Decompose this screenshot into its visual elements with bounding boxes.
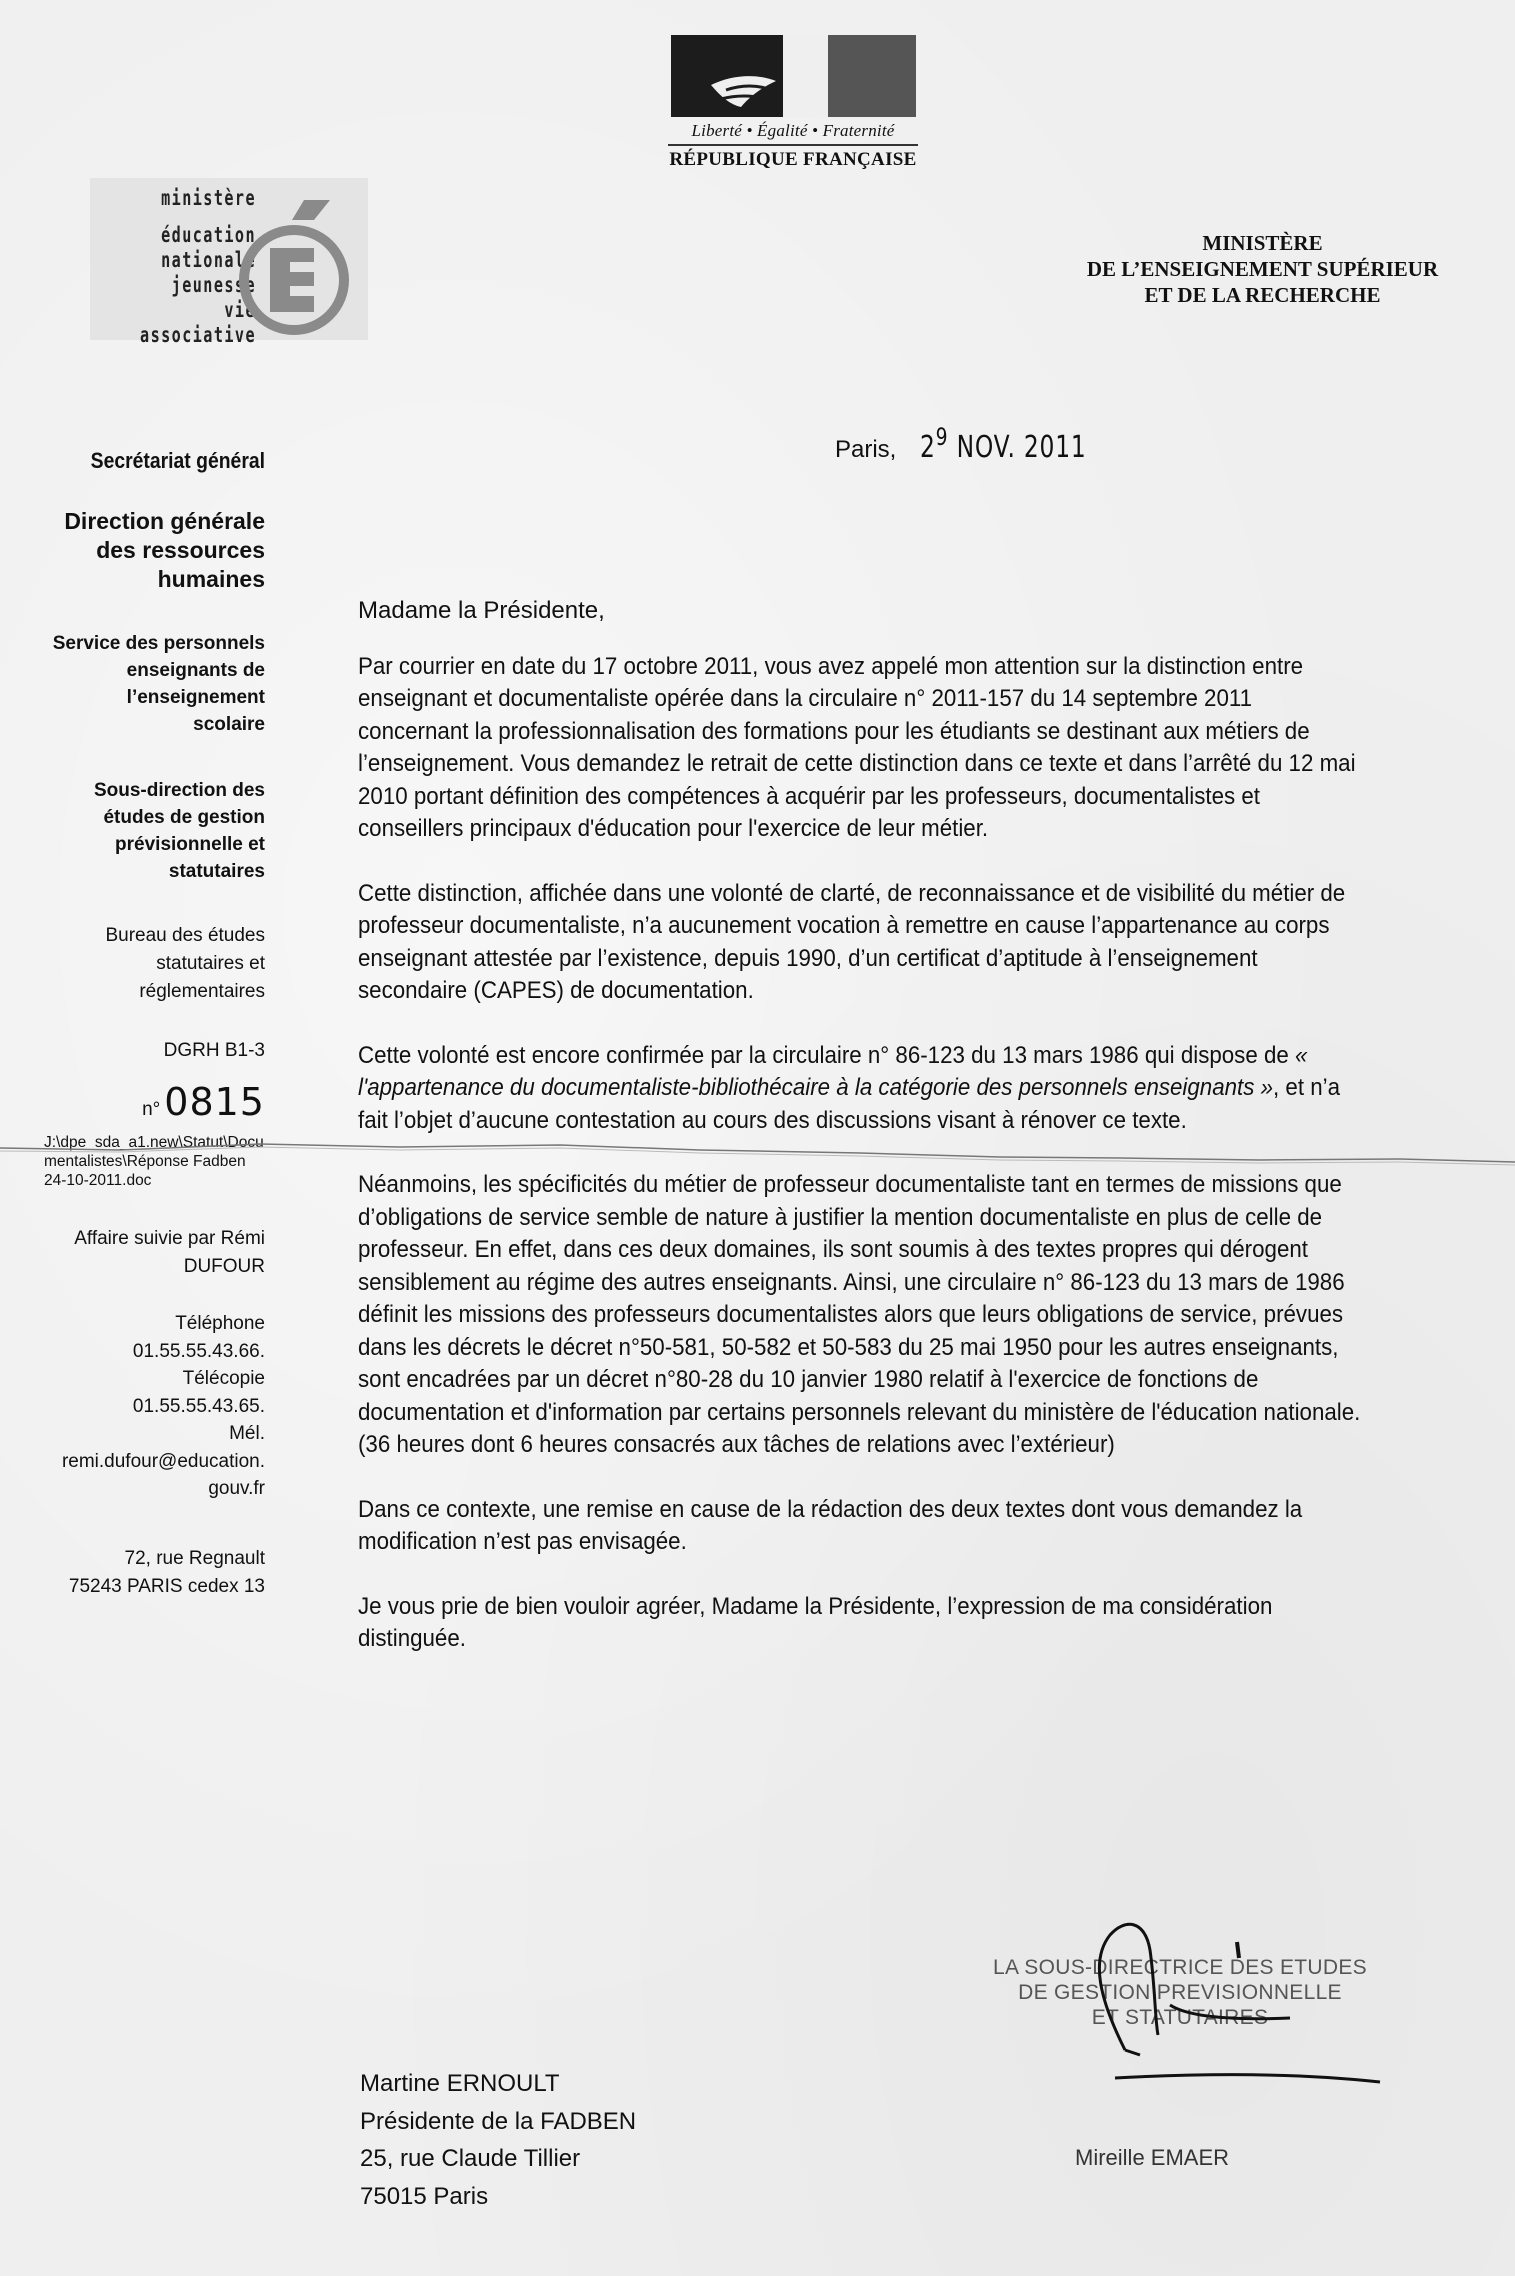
recipient-line: 75015 Paris (360, 2182, 489, 2210)
recipient-address (360, 2065, 636, 2215)
ministry-name (1040, 230, 1485, 308)
sidebar-bureau (20, 922, 265, 1006)
sidebar-line: humaines (157, 566, 265, 592)
republic-motto: Liberté • Égalité • Fraternité (668, 121, 918, 146)
file-path-line: 24-10-2011.doc (44, 1172, 152, 1189)
handwritten-signature-icon (1040, 1900, 1420, 2100)
sidebar-line: statutaires et (156, 953, 265, 974)
education-nationale-e-logo-icon (234, 200, 352, 335)
email-address: gouv.fr (208, 1478, 265, 1499)
sidebar-line: Sous-direction des (93, 780, 265, 801)
recipient-line: 25, rue Claude Tillier (360, 2145, 581, 2172)
sidebar-line: Direction générale (64, 508, 265, 534)
sidebar-service (20, 630, 265, 738)
fax-label: Télécopie (182, 1368, 265, 1389)
men-logo-line: ministère (161, 186, 256, 210)
men-logo-line: vie associative (140, 298, 256, 347)
sidebar-line: des ressources (96, 537, 265, 563)
ministry-line: MINISTÈRE (1202, 231, 1323, 255)
email-address: remi.dufour@education. (61, 1450, 265, 1472)
sidebar-line: études de gestion (103, 807, 265, 828)
sidebar-secretariat: Secrétariat général (90, 448, 265, 473)
republique-francaise-header (668, 35, 918, 171)
quotation: « l'appartenance du documentaliste-bibliothécaire à la catégorie des personnels enseignants » (358, 1041, 1308, 1101)
paragraph: Néanmoins, les spécificités du métier de professeur documentaliste tant en termes de missions que d’obligations de service semble de nature à justifier la mention documentaliste en plus de celle de professeur. En effet, dans ces deux domaines, ils sont soumis à des textes propres qui dérogent sensiblement au régime des autres enseignants. Ainsi, une circulaire n° 86-123 du 13 mars de 1986 définit les missions des professeurs documentalistes alors que leurs obligations de service, prévues dans les décrets le décret n°50-581, 50-582 et 50-583 du 25 mai 1950 pour les autres enseignants, sont encadrées par un décret n°80-28 du 10 janvier 1980 relatif à l'exercice de fonctions de documentation et d'information par certains personnels relevant du ministère de l'éducation nationale. (36 heures dont 6 heures consacrés aux tâches de relations avec l’extérieur) (358, 1171, 1361, 1458)
address-line: 72, rue Regnault (124, 1548, 265, 1569)
paragraph: Je vous prie de bien vouloir agréer, Madame la Présidente, l’expression de ma considération distinguée. (358, 1592, 1273, 1652)
fax-number: 01.55.55.43.65. (132, 1395, 265, 1417)
sidebar-line: Bureau des études (105, 925, 265, 946)
sidebar-line: DUFOUR (183, 1256, 265, 1277)
reference-number (20, 1080, 265, 1124)
sidebar-line: statutaires (168, 861, 265, 882)
ministry-line: ET DE LA RECHERCHE (1144, 283, 1381, 307)
sidebar-line: réglementaires (139, 981, 265, 1002)
file-path-line: J:\dpe_sda_a1.new\Statut\Docu (44, 1134, 264, 1151)
sidebar-address (20, 1545, 265, 1601)
date-stamp-day: 9 (936, 423, 949, 451)
sidebar-line: l’enseignement (126, 687, 265, 708)
sidebar-line: prévisionnelle et (115, 834, 265, 855)
date-stamp-day: 2 (920, 430, 937, 465)
sidebar-line: enseignants de (126, 660, 265, 681)
address-line: 75243 PARIS cedex 13 (68, 1576, 265, 1597)
sidebar-line: Affaire suivie par Rémi (74, 1228, 265, 1249)
signatory-name: Mireille EMAER (1075, 2145, 1230, 2170)
stamp-line: ET STATUTAIRES (1091, 2006, 1269, 2029)
paragraph: Par courrier en date du 17 octobre 2011, vous avez appelé mon attention sur la distinction entre enseignant et documentaliste opérée dans la circulaire n° 2011-157 du 14 septembre 2011 concernant la professionnalisation des formations pour les étudiants se destinant aux métiers de l’enseignement. Vous demandez le retrait de cette distinction dans ce texte et dans l’arrêté du 12 mai 2010 portant définition des compétences à acquérir par les professeurs, documentalistes et conseillers principaux d'éducation pour l'exercice de leur métier. (358, 652, 1356, 842)
men-logo-line: nationale (161, 248, 256, 272)
recipient-line: Présidente de la FADBEN (360, 2107, 637, 2135)
reference-number-prefix: n° (142, 1099, 161, 1120)
salutation: Madame la Présidente, (358, 597, 605, 624)
men-logo-line: jeunesse (171, 273, 256, 297)
stamp-line: DE GESTION PREVISIONNELLE (1018, 1981, 1342, 2004)
email-label: Mél. (229, 1423, 265, 1444)
letter-date (835, 423, 1134, 465)
sidebar-line: Service des personnels (52, 633, 265, 654)
telephone-number: 01.55.55.43.66. (132, 1340, 265, 1362)
paragraph: Dans ce contexte, une remise en cause de la rédaction des deux textes dont vous demandez la modification n’est pas envisagée. (358, 1495, 1303, 1555)
sidebar-dgrh-reference: DGRH B1-3 (163, 1040, 265, 1061)
ministere-education-nationale-logo (90, 178, 368, 347)
telephone-label: Téléphone (175, 1313, 265, 1334)
marianne-logo-icon (671, 35, 916, 117)
men-logo-line: éducation (161, 223, 256, 247)
ministry-line: DE L’ENSEIGNEMENT SUPÉRIEUR (1086, 257, 1439, 281)
date-place: Paris, (835, 436, 897, 463)
recipient-line: Martine ERNOULT (360, 2070, 560, 2097)
sidebar-affaire-suivie (20, 1225, 265, 1281)
stamp-line: LA SOUS-DIRECTRICE DES ETUDES (993, 1956, 1367, 1979)
date-stamp-month-year: NOV. 2011 (956, 430, 1087, 465)
paragraph (358, 1040, 1362, 1138)
date-stamp (920, 423, 1087, 465)
sidebar-contact (20, 1310, 265, 1503)
paragraph: Cette distinction, affichée dans une volonté de clarté, de reconnaissance et de visibilité du métier de professeur documentaliste, n’a aucunement vocation à remettre en cause l’appartenance au corps enseignant attestée par l’existence, depuis 1990, d’un certificat d’aptitude à l’enseignement secondaire (CAPES) de documentation. (358, 879, 1346, 1004)
letter-body (358, 595, 1478, 1688)
file-path-line: mentalistes\Réponse Fadben (44, 1153, 246, 1170)
republique-francaise-label: RÉPUBLIQUE FRANÇAISE (669, 149, 917, 170)
sidebar-line: scolaire (193, 714, 265, 735)
sidebar-direction (20, 507, 265, 594)
paragraph-text: , et n’a fait l’objet d’aucune contestation au cours des discussions visant à rénover ce texte. (358, 1074, 1341, 1134)
handwritten-reference-number: 0815 (164, 1080, 265, 1124)
sidebar-sous-direction (20, 777, 265, 885)
paragraph-text: Cette volonté est encore confirmée par la circulaire n° 86-123 du 13 mars 1986 qui dispose de (358, 1041, 1295, 1069)
